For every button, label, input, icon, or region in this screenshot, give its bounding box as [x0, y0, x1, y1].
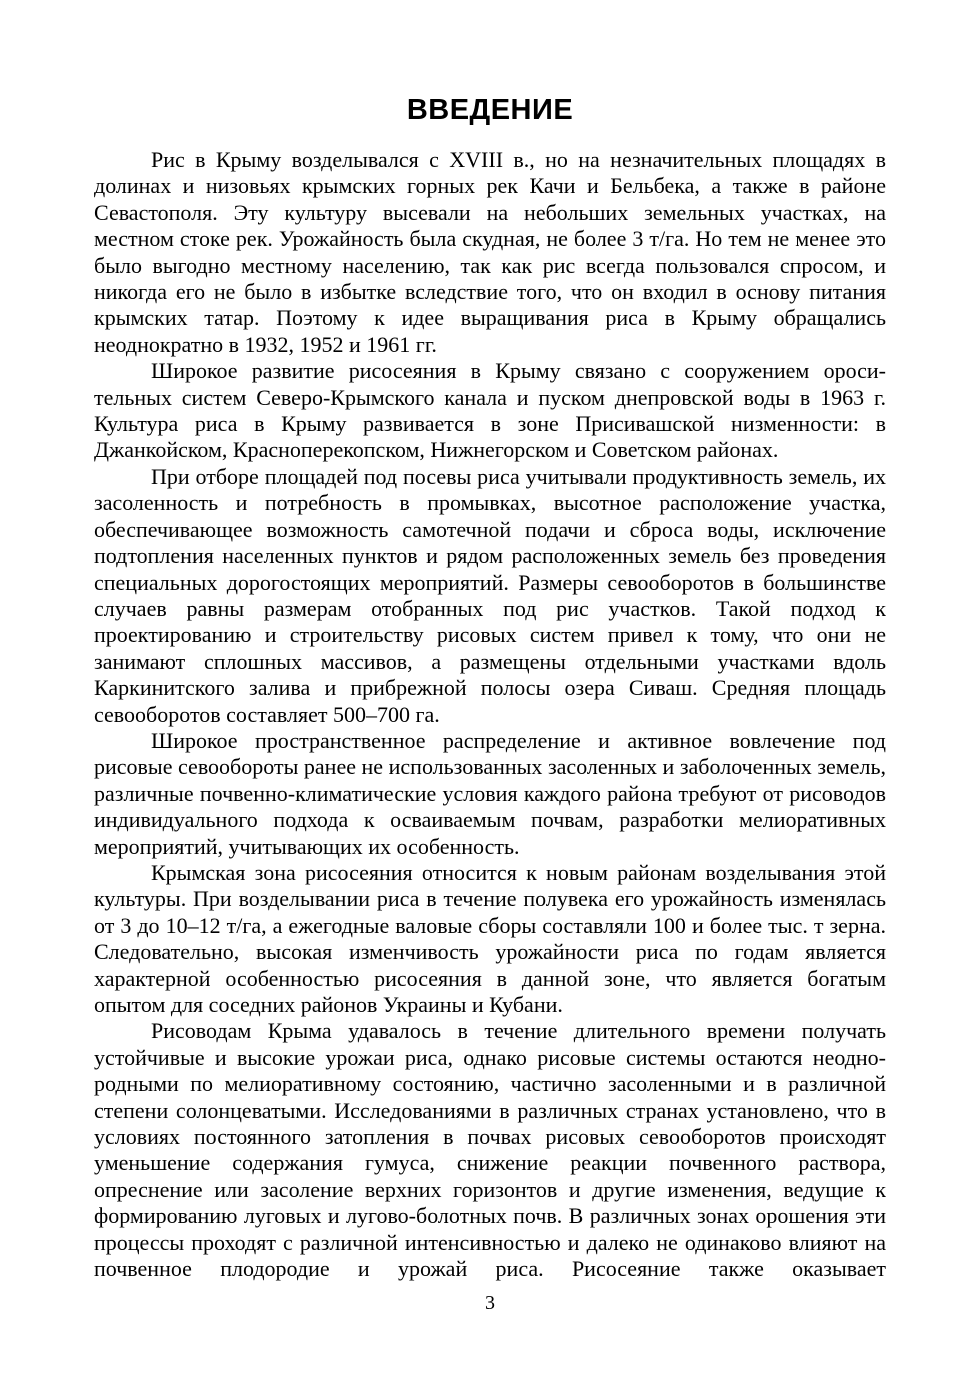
body-text [94, 147, 886, 1282]
paragraph-4: Широкое пространственное распределение и активное вовлечение под рисовые севообороты ранее не использованных засоленных и заболоченных земель, различные почвенно-климатические условия каждого района требуют от рисоводов индивидуального подхода к осваиваемым почвам, разработки мелиоративных мероприятий, учитывающих их особенность. [94, 727, 886, 859]
paragraph-3: При отборе площадей под посевы риса учитывали продуктивность земель, их засоленность и потребность в промывках, высотное расположение участка, обеспечивающее возможность самотечной подачи и сброса воды, исключение подтопления населенных пунктов и рядом расположенных земель без проведения специальных дорогостоящих мероприятий. Размеры севооборотов в большинстве случаев равны размерам отобранных под рис участков. Такой подход к проектированию и строительству рисовых систем привел к тому, что они не занимают сплошных массивов, а размещены отдельными участками вдоль Каркинитского залива и прибрежной полосы озера Сиваш. Средняя площадь севооборотов составляет 500–700 га. [94, 463, 886, 727]
paragraph-5: Крымская зона рисосеяния относится к новым районам возделывания этой культуры. При возделывании риса в течение полувека его урожайность изменялась от 3 до 10–12 т/га, а ежегодные валовые сборы составляли 100 и более тыс. т зерна. Следовательно, высокая изменчивость урожайности риса по годам является характерной особенностью рисосеяния в данной зоне, что является богатым опытом для соседних районов Украины и Кубани. [94, 859, 886, 1017]
paragraph-6: Рисоводам Крыма удавалось в течение длительного времени получать устойчивые и высокие урожаи риса, однако рисовые системы остаются неоднородными по мелиоративному состоянию, частично засоленными и в различной степени солонцеватыми. Исследованиями в различных странах установлено, что в условиях постоянного затопления в почвах рисовых севооборотов происходят уменьшение содержания гумуса, снижение реакции почвенного раствора, опреснение или засоление верхних горизонтов и другие изменения, ведущие к формированию луговых и лугово-болотных почв. В различных зонах орошения эти процессы проходят с различной интенсивностью и далеко не одинаково влияют на почвенное плодородие и урожай риса. Рисосеяние также оказывает [94, 1018, 886, 1282]
page-title: ВВЕДЕНИЕ [406, 94, 574, 126]
paragraph-2: Широкое развитие рисосеяния в Крыму связано с сооружением оросительных систем Северо-Крымского канала и пуском днепровской воды в 1963 г. Культура риса в Крыму развивается в зоне Присивашской низменности: в Джанкойском, Красноперекопском, Нижнегорском и Советском районах. [94, 358, 886, 463]
page-number: 3 [485, 1292, 495, 1314]
paragraph-1: Рис в Крыму возделывался с XVIII в., но на незначительных площадях в долинах и низовьях крымских горных рек Качи и Бельбека, а также в районе Севастополя. Эту культуру высевали на небольших земельных участках, на местном стоке рек. Урожайность была скудная, не более 3 т/га. Но тем не менее это было выгодно местному населению, так как рис всегда пользовался спросом, и никогда его не было в избытке вследствие того, что он входил в основу питания крымских татар. Поэтому к идее выращивания риса в Крыму обращались неоднократно в 1932, 1952 и 1961 гг. [94, 147, 886, 357]
